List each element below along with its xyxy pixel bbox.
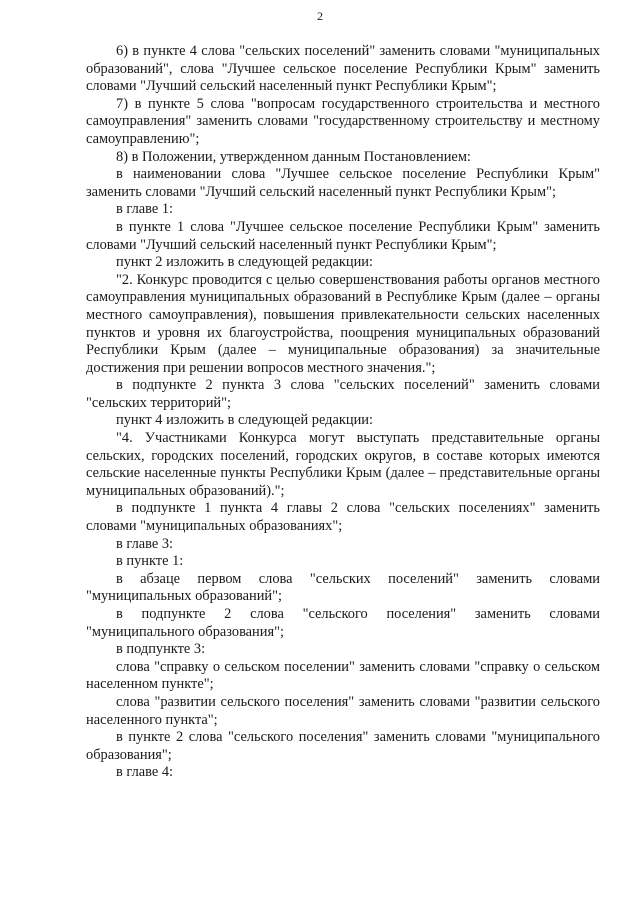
paragraph-point-2-intro: пункт 2 изложить в следующей редакции: bbox=[116, 254, 373, 271]
paragraph-ch3-point-2: в пункте 2 слова "сельского поселения" заменить словами "муниципального образования"; bbox=[86, 729, 600, 763]
paragraph-point-4-intro: пункт 4 изложить в следующей редакции: bbox=[116, 412, 373, 429]
paragraph-point-1: в пункте 1 слова "Лучшее сельское поселение Республики Крым" заменить словами "Лучший сельский населенный пункт Республики Крым"; bbox=[86, 218, 600, 253]
paragraph-ch3-abzac-1: в абзаце первом слова "сельских поселений" заменить словами "муниципальных образований"; bbox=[86, 570, 600, 605]
paragraph-item-8: 8) в Положении, утвержденном данным Постановлением: bbox=[116, 148, 471, 165]
paragraph-chapter-2: в подпункте 1 пункта 4 главы 2 слова "сельских поселениях" заменить словами "муниципальных образованиях"; bbox=[86, 500, 600, 535]
document-body bbox=[86, 43, 600, 782]
page-number: 2 bbox=[317, 9, 323, 23]
paragraph-point-2-text: "2. Конкурс проводится с целью совершенствования работы органов местного самоуправления муниципальных образований в Республике Крым (далее – органы местного самоуправления), повышения привлекательности сельских населенных пунктов и уровня их благоустройства, поощрения муниципальных образований Республики Крым (далее – муниципальные образования) за значительные достижения при решении вопросов местного значения."; bbox=[86, 271, 600, 376]
paragraph-ch3-subpoint-3: в подпункте 3: bbox=[116, 641, 206, 658]
paragraph-ch3-subpoint-2: в подпункте 2 слова "сельского поселения" заменить словами "муниципального образования"; bbox=[86, 606, 600, 640]
paragraph-point-4-text: "4. Участниками Конкурса могут выступать представительные органы сельских, городских поселений, городских округов, в составе которых имеются сельские населенные пункты Республики Крым (далее – представительные органы муниципальных образований)."; bbox=[86, 430, 600, 499]
paragraph-ch3-razvitie: слова "развитии сельского поселения" заменить словами "развитии сельского населенного пункта"; bbox=[86, 693, 600, 728]
paragraph-chapter-4: в главе 4: bbox=[116, 764, 174, 781]
paragraph-point-3: в подпункте 2 пункта 3 слова "сельских поселений" заменить словами "сельских территорий"; bbox=[86, 377, 600, 411]
paragraph-ch3-spravka: слова "справку о сельском поселении" заменить словами "справку о сельском населенном пункте"; bbox=[86, 658, 600, 693]
paragraph-ch3-point-1: в пункте 1: bbox=[116, 553, 184, 570]
paragraph-title-change: в наименовании слова "Лучшее сельское поселение Республики Крым" заменить словами "Лучший сельский населенный пункт Республики Крым"; bbox=[86, 166, 600, 200]
paragraph-chapter-3: в главе 3: bbox=[116, 535, 174, 552]
paragraph-item-7: 7) в пункте 5 слова "вопросам государственного строительства и местного самоуправления" заменить словами "государственному строительству и местному самоуправлению"; bbox=[86, 95, 600, 147]
paragraph-item-6: 6) в пункте 4 слова "сельских поселений" заменить словами "муниципальных образований", слова "Лучшее сельское поселение Республики Крым" заменить словами "Лучший сельский населенный пункт Республики Крым"; bbox=[86, 43, 600, 95]
paragraph-chapter-1: в главе 1: bbox=[116, 201, 174, 218]
